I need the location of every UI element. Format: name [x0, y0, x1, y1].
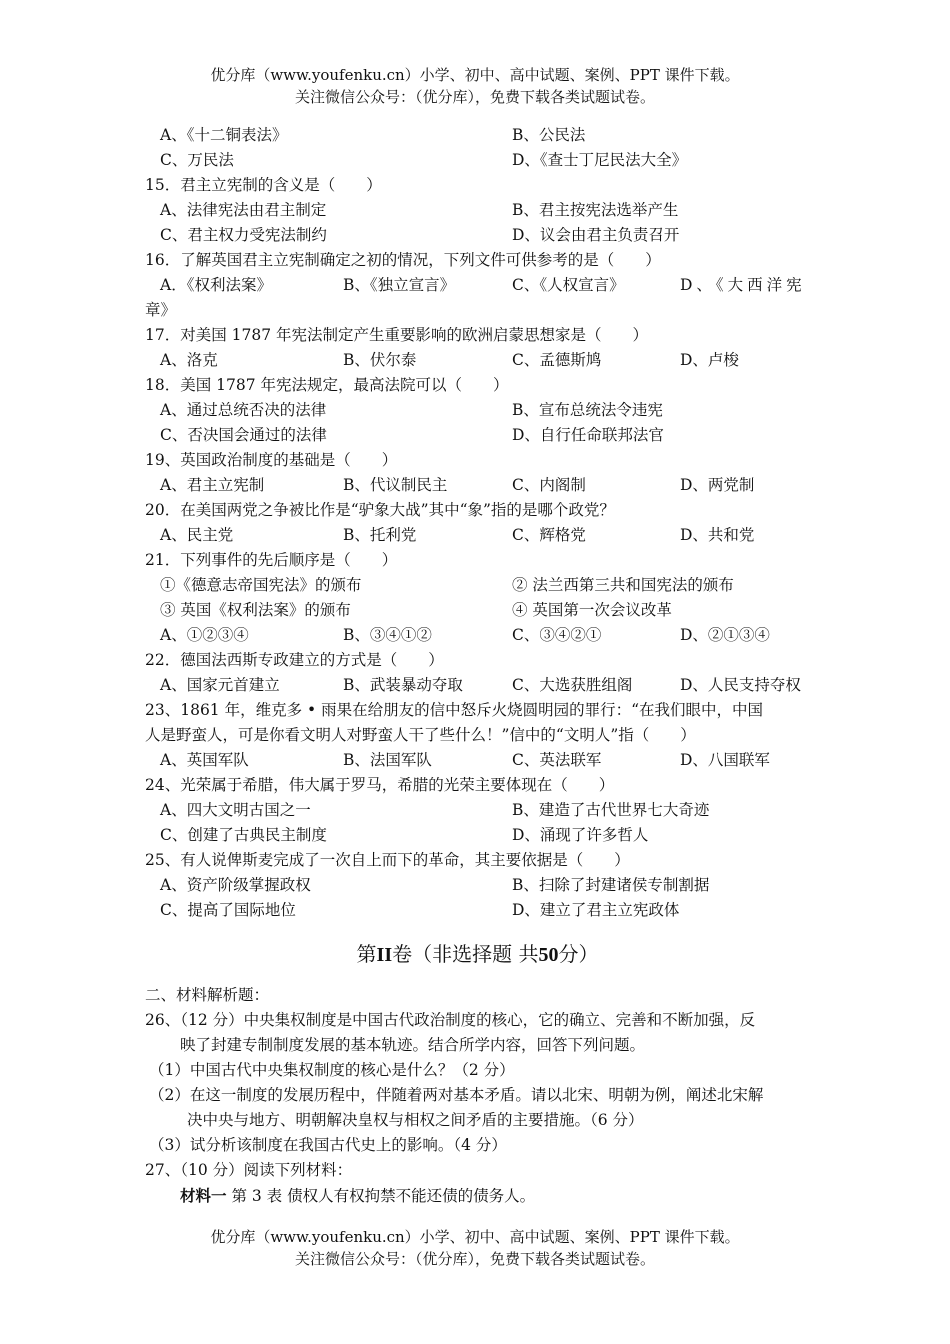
q21-option-d: D、②①③④	[680, 626, 770, 644]
q24-options-row-1	[145, 798, 810, 823]
q18-option-d: D、自行任命联邦法官	[512, 426, 664, 444]
q20-option-d: D、共和党	[680, 526, 755, 544]
q22-stem: 22．德国法西斯专政建立的方式是（ ）	[145, 651, 444, 669]
q22-option-d: D、人民支持夺权	[680, 676, 801, 694]
q24-option-b: B、建造了古代世界七大奇迹	[512, 801, 710, 819]
q19-option-a: A、君主立宪制	[160, 476, 265, 494]
section-2-heading: 二、材料解析题：	[145, 986, 270, 1004]
q24-options-row-2	[145, 823, 810, 848]
q25-options-row-2	[145, 898, 810, 923]
q21-events-row-1	[145, 573, 810, 598]
q23-option-c: C、英法联军	[512, 751, 602, 769]
q23-option-b: B、法国军队	[343, 751, 432, 769]
q22-option-a: A、国家元首建立	[160, 676, 280, 694]
page-header	[0, 64, 950, 108]
q25-stem: 25、有人说俾斯麦完成了一次自上而下的革命，其主要依据是（ ）	[145, 851, 630, 869]
q27-material-1	[145, 1183, 810, 1208]
q27-material-1-text: 第 3 表 债权人有权拘禁不能还债的债务人。	[231, 1187, 536, 1205]
section-2-title-score: 50	[538, 944, 559, 966]
q25-option-c: C、提高了国际地位	[160, 901, 296, 919]
q19-stem: 19、英国政治制度的基础是（ ）	[145, 451, 398, 469]
q14-option-a: A、《十二铜表法》	[160, 126, 288, 144]
q15-option-c: C、君主权力受宪法制约	[160, 226, 327, 244]
q16-option-d-continued: 章》	[145, 301, 177, 319]
q27-material-1-label: 材料一	[180, 1186, 227, 1205]
q25-option-a: A、资产阶级掌握政权	[160, 876, 311, 894]
section-2-title-prefix: 第	[356, 942, 377, 966]
q18-option-a: A、通过总统否决的法律	[160, 401, 327, 419]
q17-options-row	[145, 348, 810, 373]
q22-option-c: C、大选获胜组阁	[512, 676, 633, 694]
exam-content	[145, 123, 810, 1208]
q14-options-row-2	[145, 148, 810, 173]
q16-option-d: D、《大西洋宪	[680, 276, 806, 294]
q23-stem-line-2: 人是野蛮人，可是你看文明人对野蛮人干了些什么！”信中的“文明人”指（ ）	[145, 726, 696, 744]
q21-option-c: C、③④②①	[512, 626, 602, 644]
q19-option-d: D、两党制	[680, 476, 755, 494]
q17-option-d: D、卢梭	[680, 351, 739, 369]
section-2-title-middle: 卷（非选择题 共	[392, 942, 539, 966]
section-2-title-suffix: 分）	[558, 942, 599, 966]
q15-stem: 15．君主立宪制的含义是（ ）	[145, 176, 382, 194]
q25-option-d: D、建立了君主立宪政体	[512, 901, 680, 919]
q16-option-c: C、《人权宣言》	[512, 276, 625, 294]
q19-option-b: B、代议制民主	[343, 476, 448, 494]
q23-option-d: D、八国联军	[680, 751, 770, 769]
section-2-title	[145, 929, 810, 979]
q14-options-row-1	[145, 123, 810, 148]
header-line-1: 优分库（www.youfenku.cn）小学、初中、高中试题、案例、PPT 课件下载。	[210, 66, 740, 84]
footer-line-2: 关注微信公众号：（优分库），免费下载各类试题试卷。	[294, 1250, 655, 1268]
q14-option-b: B、公民法	[512, 126, 586, 144]
q26-sub-2-line-2: 决中央与地方、明朝解决皇权与相权之间矛盾的主要措施。（6 分）	[187, 1111, 644, 1129]
q15-options-row-1	[145, 198, 810, 223]
q23-stem-line-1: 23、1861 年，维克多 • 雨果在给朋友的信中怒斥火烧圆明园的罪行：“在我们眼中，中国	[145, 701, 764, 719]
q26-sub-2-line-1: （2）在这一制度的发展历程中，伴随着两对基本矛盾。请以北宋、明朝为例，阐述北宋解	[149, 1086, 764, 1104]
q18-option-c: C、否决国会通过的法律	[160, 426, 327, 444]
q16-options-row	[145, 273, 810, 298]
q16-option-a: A．《权利法案》	[160, 276, 272, 294]
q24-option-c: C、创建了古典民主制度	[160, 826, 327, 844]
q14-option-d: D、《查士丁尼民法大全》	[512, 151, 688, 169]
q21-options-row	[145, 623, 810, 648]
q15-option-a: A、法律宪法由君主制定	[160, 201, 327, 219]
q21-stem: 21．下列事件的先后顺序是（ ）	[145, 551, 398, 569]
q21-option-a: A、①②③④	[160, 626, 249, 644]
q20-option-c: C、辉格党	[512, 526, 586, 544]
q18-options-row-1	[145, 398, 810, 423]
q22-option-b: B、武装暴动夺取	[343, 676, 463, 694]
footer-line-1: 优分库（www.youfenku.cn）小学、初中、高中试题、案例、PPT 课件下载。	[210, 1228, 740, 1246]
q20-option-a: A、民主党	[160, 526, 234, 544]
q24-stem: 24、光荣属于希腊，伟大属于罗马，希腊的光荣主要体现在（ ）	[145, 776, 615, 794]
q27-stem: 27、（10 分）阅读下列材料：	[145, 1161, 353, 1179]
q18-stem: 18．美国 1787 年宪法规定，最高法院可以（ ）	[145, 376, 509, 394]
q21-event-3: ③ 英国《权利法案》的颁布	[160, 601, 351, 619]
q17-option-c: C、孟德斯鸠	[512, 351, 602, 369]
q20-option-b: B、托利党	[343, 526, 417, 544]
q21-event-2: ② 法兰西第三共和国宪法的颁布	[512, 576, 734, 594]
q17-stem: 17．对美国 1787 年宪法制定产生重要影响的欧洲启蒙思想家是（ ）	[145, 326, 649, 344]
q26-stem-line-1: 26、（12 分）中央集权制度是中国古代政治制度的核心，它的确立、完善和不断加强，反	[145, 1011, 756, 1029]
q15-option-d: D、议会由君主负责召开	[512, 226, 680, 244]
q15-option-b: B、君主按宪法选举产生	[512, 201, 679, 219]
q17-option-a: A、洛克	[160, 351, 218, 369]
q21-option-b: B、③④①②	[343, 626, 432, 644]
q21-event-1: ①《德意志帝国宪法》的颁布	[160, 576, 362, 594]
q21-event-4: ④ 英国第一次会议改革	[512, 601, 672, 619]
q26-sub-3: （3）试分析该制度在我国古代史上的影响。（4 分）	[149, 1136, 507, 1154]
q18-option-b: B、宣布总统法令违宪	[512, 401, 663, 419]
q16-option-b: B、《独立宣言》	[343, 276, 456, 294]
q26-stem-line-2: 映了封建专制制度发展的基本轨迹。结合所学内容，回答下列问题。	[180, 1036, 646, 1054]
q20-stem: 20．在美国两党之争被比作是“驴象大战”其中“象”指的是哪个政党？	[145, 501, 615, 519]
q22-options-row	[145, 673, 810, 698]
q23-options-row	[145, 748, 810, 773]
q24-option-a: A、四大文明古国之一	[160, 801, 311, 819]
page-footer	[0, 1226, 950, 1270]
header-line-2: 关注微信公众号：（优分库），免费下载各类试题试卷。	[294, 88, 655, 106]
q18-options-row-2	[145, 423, 810, 448]
q20-options-row	[145, 523, 810, 548]
q24-option-d: D、涌现了许多哲人	[512, 826, 649, 844]
q19-option-c: C、内阁制	[512, 476, 586, 494]
q25-options-row-1	[145, 873, 810, 898]
section-2-title-roman: II	[376, 944, 393, 966]
q23-option-a: A、英国军队	[160, 751, 249, 769]
q26-sub-1: （1）中国古代中央集权制度的核心是什么？（2 分）	[149, 1061, 515, 1079]
q19-options-row	[145, 473, 810, 498]
q15-options-row-2	[145, 223, 810, 248]
q16-stem: 16．了解英国君主立宪制确定之初的情况，下列文件可供参考的是（ ）	[145, 251, 661, 269]
q14-option-c: C、万民法	[160, 151, 234, 169]
q17-option-b: B、伏尔泰	[343, 351, 417, 369]
q21-events-row-2	[145, 598, 810, 623]
q25-option-b: B、扫除了封建诸侯专制割据	[512, 876, 710, 894]
